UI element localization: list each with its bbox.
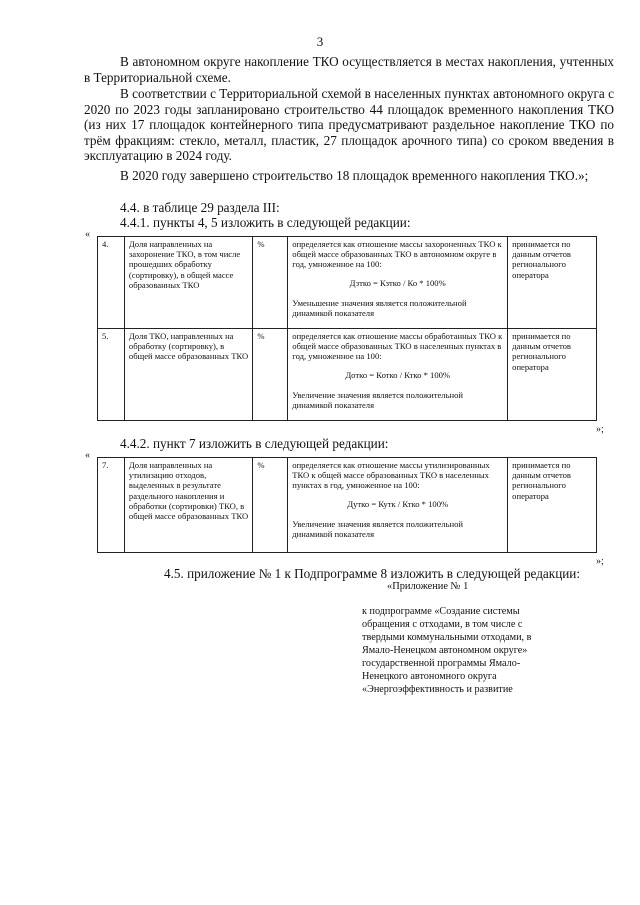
indicator-table-1	[97, 236, 597, 421]
method-cell	[288, 237, 508, 329]
table1-open-quote: «	[85, 229, 90, 240]
table2-close-quote: »;	[596, 556, 604, 567]
page-number: 3	[316, 34, 324, 49]
method-cell	[288, 329, 508, 421]
item-4-4: 4.4. в таблице 29 раздела III:	[120, 200, 280, 215]
appendix-title: «Приложение № 1	[387, 581, 469, 592]
formula: Дотко = Котко / Ктко * 100%	[345, 369, 451, 380]
indicator-name: Доля направленных на захоронение ТКО, в том числе прошедших обработку (сортировку), в общей массе образованных ТКО	[124, 237, 253, 329]
paragraph-2: В соответствии с Территориальной схемой в населенных пунктах автономного округа с 2020 по 2023 годы запланировано строительство 44 площадок временного накопления ТКО (из них 17 площадок контейнерного типа предусматривают раздельное накопление ТКО по трём фракциям: стекло, металл, пластик, 27 площадок арочного типа) со сроком введения в эксплуатацию в 2024 году.	[84, 86, 614, 164]
row-number: 5.	[98, 329, 125, 421]
method-cell	[288, 458, 508, 553]
method-text: определяется как отношение массы утилизированных ТКО к общей массе образованных ТКО в населенных пунктах в год, умноженное на 100:	[292, 460, 490, 491]
table2-open-quote: «	[85, 450, 90, 461]
item-4-4-1: 4.4.1. пункты 4, 5 изложить в следующей редакции:	[120, 215, 411, 230]
dynamics-note: Увеличение значения является положительной динамикой показателя	[292, 389, 463, 411]
table-row	[98, 458, 597, 553]
formula: Дзтко = Кзтко / Ко * 100%	[349, 277, 446, 288]
row-number: 7.	[98, 458, 125, 553]
table-row	[98, 329, 597, 421]
unit: %	[253, 237, 288, 329]
row-number: 4.	[98, 237, 125, 329]
method-text: определяется как отношение массы обработанных ТКО к общей массе образованных ТКО в населенных пунктах в год, умноженное на 100:	[292, 331, 503, 362]
dynamics-note: Увеличение значения является положительной динамикой показателя	[292, 518, 463, 540]
appendix-text: к подпрограмме «Создание системы обращения с отходами, в том числе с твердыми коммунальными отходами, в Ямало-Ненецком автономном округе» государственной программы Ямало-Ненецкого автономного округа «Энергоэффективность и развитие	[362, 606, 532, 695]
table1-close-quote: »;	[596, 424, 604, 435]
item-4-5: 4.5. приложение № 1 к Подпрограмме 8 изложить в следующей редакции:	[164, 566, 581, 581]
paragraph-3: В 2020 году завершено строительство 18 площадок временного накопления ТКО.»;	[120, 168, 589, 183]
unit: %	[253, 329, 288, 421]
unit: %	[253, 458, 288, 553]
indicator-name: Доля ТКО, направленных на обработку (сортировку), в общей массе образованных ТКО	[124, 329, 253, 421]
indicator-table-2	[97, 457, 597, 553]
data-source: принимается по данным отчетов регионального оператора	[508, 458, 597, 553]
data-source: принимается по данным отчетов регионального оператора	[508, 329, 597, 421]
dynamics-note: Уменьшение значения является положительной динамикой показателя	[292, 297, 467, 319]
formula: Дутко = Кутк / Ктко * 100%	[347, 498, 449, 509]
item-4-4-2: 4.4.2. пункт 7 изложить в следующей редакции:	[120, 436, 389, 451]
indicator-name: Доля направленных на утилизацию отходов, выделенных в результате раздельного накопления и обработки (сортировки) ТКО, в общей массе образованных ТКО	[124, 458, 253, 553]
method-text: определяется как отношение массы захороненных ТКО к общей массе образованных ТКО в автономном округе в год, умноженное на 100:	[292, 239, 502, 270]
data-source: принимается по данным отчетов регионального оператора	[508, 237, 597, 329]
table-row	[98, 237, 597, 329]
paragraph-1: В автономном округе накопление ТКО осуществляется в местах накопления, учтенных в Территориальной схеме.	[84, 54, 614, 85]
